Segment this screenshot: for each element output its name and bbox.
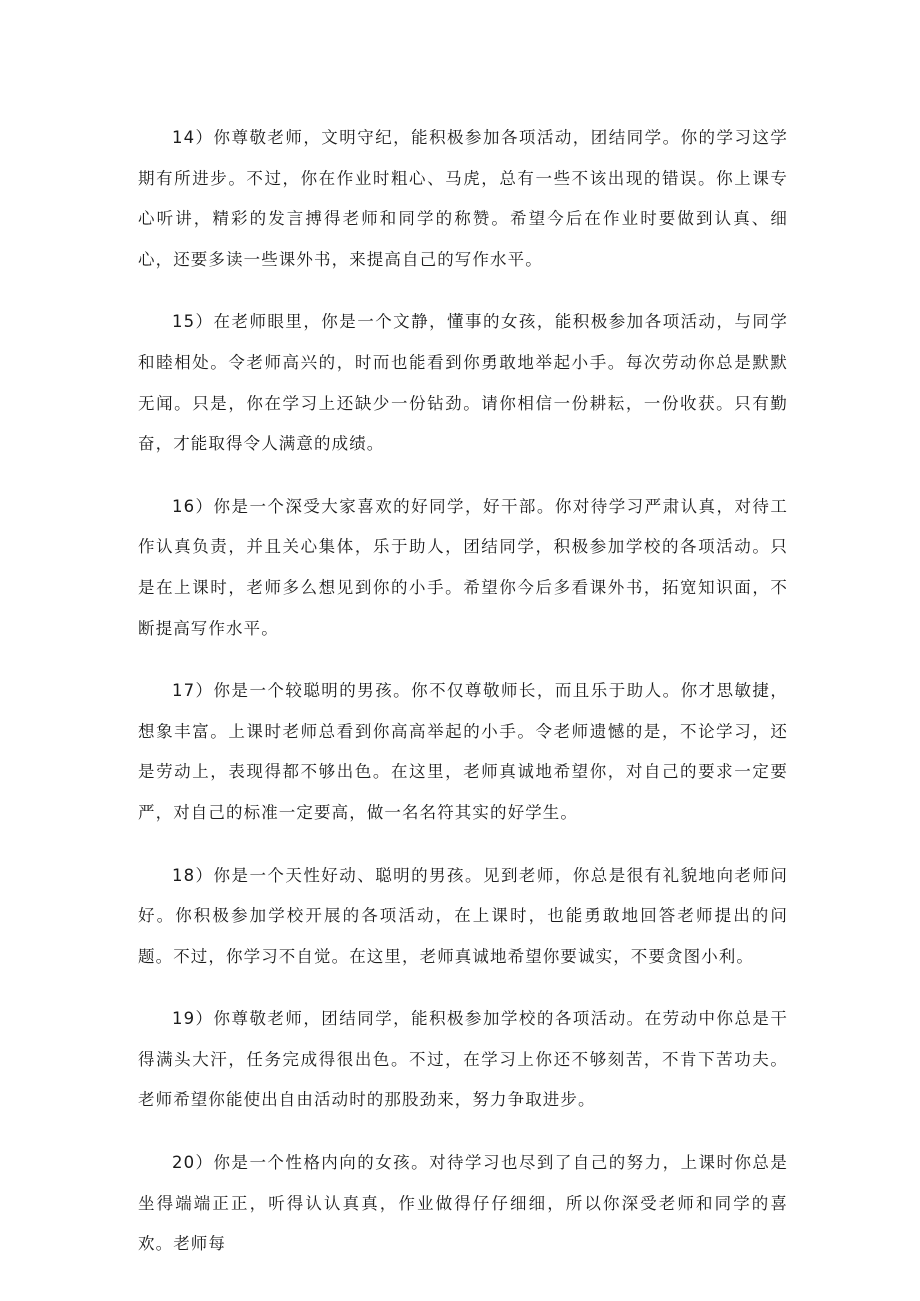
comment-paragraph-20: 20）你是一个性格内向的女孩。对待学习也尽到了自己的努力，上课时你总是坐得端端正正，听得认认真真，作业做得仔仔细细，所以你深受老师和同学的喜欢。老师每 [138, 1153, 788, 1254]
comment-paragraph-15: 15）在老师眼里，你是一个文静，懂事的女孩，能积极参加各项活动，与同学和睦相处。令老师高兴的，时而也能看到你勇敢地举起小手。每次劳动你总是默默无闻。只是，你在学习上还缺少一份钻劲。请你相信一份耕耘，一份收获。只有勤奋，才能取得令人满意的成绩。 [138, 312, 788, 454]
comment-paragraph-19: 19）你尊敬老师，团结同学，能积极参加学校的各项活动。在劳动中你总是干得满头大汗，任务完成得很出色。不过，在学习上你还不够刻苦，不肯下苦功夫。老师希望你能使出自由活动时的那股劲来，努力争取进步。 [138, 1009, 788, 1110]
comment-paragraph-18: 18）你是一个天性好动、聪明的男孩。见到老师，你总是很有礼貌地向老师问好。你积极参加学校开展的各项活动，在上课时，也能勇敢地回答老师提出的问题。不过，你学习不自觉。在这里，老师真诚地希望你要诚实，不要贪图小利。 [138, 865, 788, 966]
document-body [138, 118, 788, 1287]
comment-paragraph-16: 16）你是一个深受大家喜欢的好同学，好干部。你对待学习严肃认真，对待工作认真负责，并且关心集体，乐于助人，团结同学，积极参加学校的各项活动。只是在上课时，老师多么想见到你的小手。希望你今后多看课外书，拓宽知识面，不断提高写作水平。 [138, 496, 788, 638]
comment-paragraph-14: 14）你尊敬老师，文明守纪，能积极参加各项活动，团结同学。你的学习这学期有所进步。不过，你在作业时粗心、马虎，总有一些不该出现的错误。你上课专心听讲，精彩的发言搏得老师和同学的称赞。希望今后在作业时要做到认真、细心，还要多读一些课外书，来提高自己的写作水平。 [138, 128, 788, 269]
comment-paragraph-17: 17）你是一个较聪明的男孩。你不仅尊敬师长，而且乐于助人。你才思敏捷，想象丰富。上课时老师总看到你高高举起的小手。令老师遗憾的是，不论学习，还是劳动上，表现得都不够出色。在这里，老师真诚地希望你，对自己的要求一定要严，对自己的标准一定要高，做一名名符其实的好学生。 [138, 681, 788, 822]
